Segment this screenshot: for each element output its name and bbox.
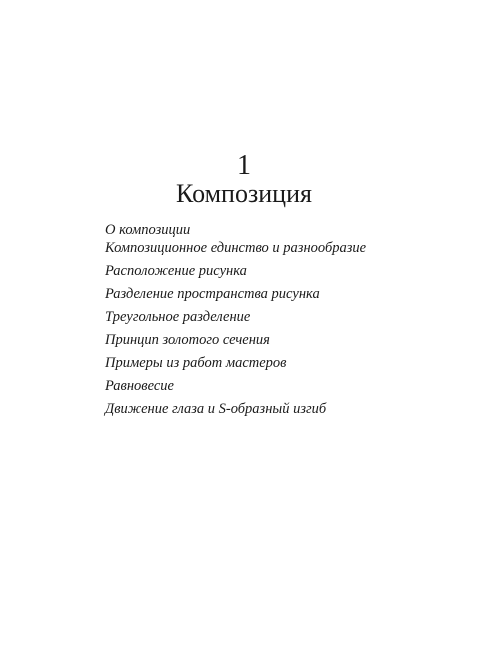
contents-item: Композиционное единство и разнообразие: [105, 240, 367, 256]
contents-item: Разделение пространства рисунка: [105, 286, 320, 302]
chapter-number: 1: [237, 150, 251, 181]
contents-item: Расположение рисунка: [105, 263, 247, 279]
chapter-title: Композиция: [176, 179, 312, 208]
contents-item: Равновесие: [105, 378, 174, 394]
chapter-contents-list: [105, 222, 465, 418]
contents-item: О композиции: [105, 222, 191, 238]
contents-item: Треугольное разделение: [105, 309, 251, 325]
contents-item: Принцип золотого сечения: [105, 332, 270, 348]
contents-item: Примеры из работ мастеров: [105, 355, 287, 371]
contents-item: Движение глаза и S-образный изгиб: [105, 401, 327, 417]
